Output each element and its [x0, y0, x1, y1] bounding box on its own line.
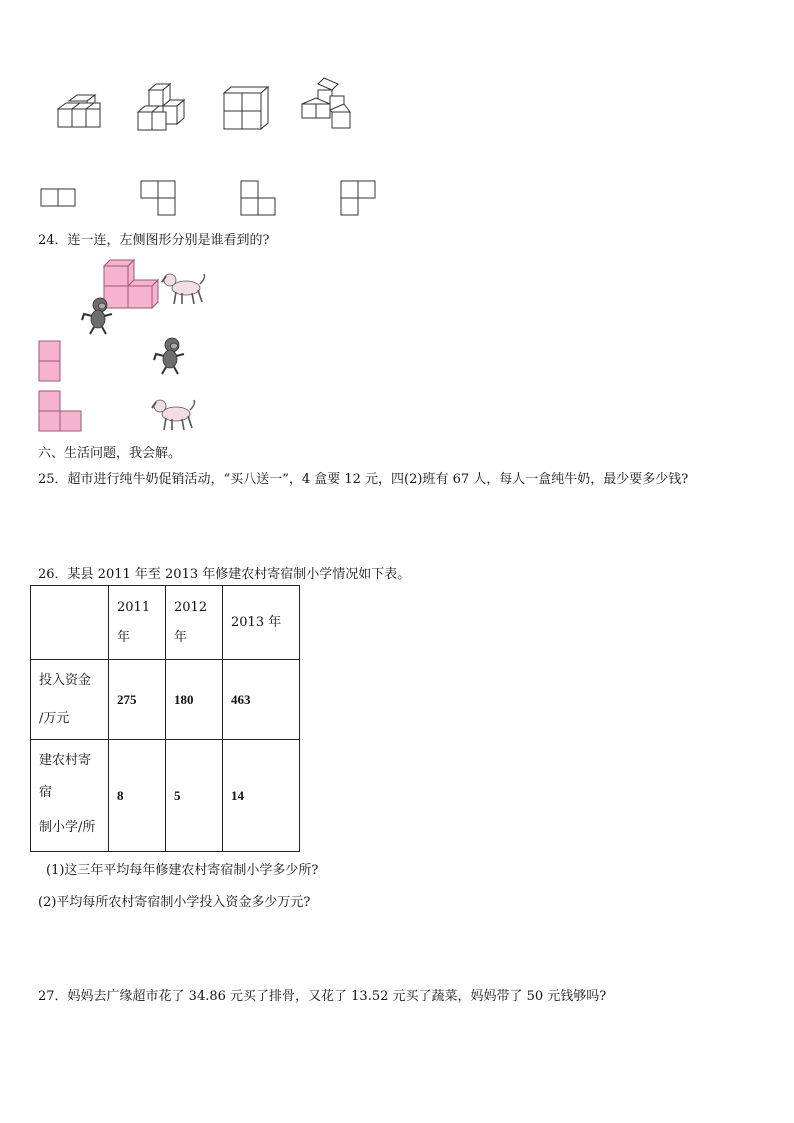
row-funding-label-b: /万元 [39, 710, 70, 726]
view-shape-2 [140, 180, 176, 216]
question-25: 25．超市进行纯牛奶促销活动，“买八送一”，4 盒要 12 元，四(2)班有 67 人，每人一盒纯牛奶，最少要多少钱? [38, 472, 689, 487]
school-table [30, 585, 300, 852]
cube-figure-3 [222, 85, 272, 133]
question-26-part-1: (1)这三年平均每年修建农村寄宿制小学多少所? [46, 863, 319, 878]
row-funding-label-a: 投入资金 [39, 672, 92, 688]
row-schools-label-a: 建农村寄 [39, 752, 92, 768]
cube-figure-2 [136, 82, 191, 134]
question-26: 26．某县 2011 年至 2013 年修建农村寄宿制小学情况如下表。 [38, 567, 411, 582]
header-2011-unit: 年 [117, 629, 131, 645]
row-schools-label [31, 740, 109, 852]
table-header-2013: 2013 年 [223, 586, 300, 660]
table-header-2012 [166, 586, 223, 660]
question-27: 27．妈妈去广缘超市花了 34.86 元买了排骨，又花了 13.52 元买了蔬菜，妈妈带了 50 元钱够吗? [38, 989, 607, 1004]
question-26-part-2: (2)平均每所农村寄宿制小学投入资金多少万元? [38, 895, 311, 910]
section-6-title: 六、生活问题，我会解。 [38, 446, 182, 461]
view-shape-3 [240, 180, 276, 216]
table-header-2011 [109, 586, 166, 660]
monkey-icon-right [152, 336, 188, 376]
schools-2011: 8 [109, 740, 166, 852]
view-shape-4 [340, 180, 376, 216]
table-row-funding [31, 660, 300, 740]
monkey-icon [80, 296, 116, 336]
table-row-schools [31, 740, 300, 852]
view-shape-1 [40, 188, 76, 208]
funding-2013: 463 [223, 660, 300, 740]
schools-2013: 14 [223, 740, 300, 852]
dog-icon [160, 270, 210, 310]
table-header-empty [31, 586, 109, 660]
schools-2012: 5 [166, 740, 223, 852]
row-schools-label-b: 宿 [39, 784, 53, 800]
row-funding-label [31, 660, 109, 740]
funding-2011: 275 [109, 660, 166, 740]
header-2012-unit: 年 [174, 629, 188, 645]
table-header-row [31, 586, 300, 660]
header-2011-year: 2011 [117, 599, 151, 615]
answer-shape-vertical [38, 340, 62, 384]
question-24: 24．连一连，左侧图形分别是谁看到的? [38, 233, 270, 248]
cube-figure-1 [55, 95, 105, 130]
cube-figure-4 [300, 78, 355, 134]
dog-icon-right [150, 396, 200, 436]
funding-2012: 180 [166, 660, 223, 740]
row-schools-label-c: 制小学/所 [39, 819, 96, 835]
answer-shape-l [38, 390, 84, 434]
header-2012-year: 2012 [174, 599, 208, 615]
